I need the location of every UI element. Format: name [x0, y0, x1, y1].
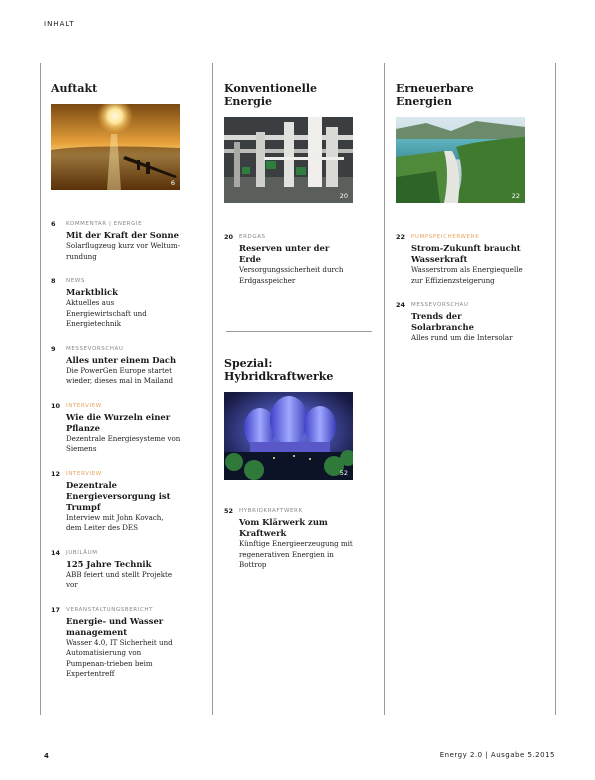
toc-category: HYBRIDKRAFTWERK — [239, 508, 303, 514]
column-auftakt — [51, 82, 181, 695]
toc-description: Interview mit John Kovach, dem Leiter des DES — [66, 512, 164, 532]
column-konventionelle-energie — [224, 82, 354, 301]
column-title: Konventionelle Energie — [224, 82, 317, 108]
section-spezial-hybridkraftwerke — [224, 357, 354, 586]
toc-entry[interactable] — [224, 507, 354, 571]
toc-page-number: 14 — [51, 548, 61, 557]
toc-title: 125 Jahre Technik — [66, 558, 152, 569]
column-erneuerbare-energien — [396, 82, 526, 359]
toc-entry[interactable] — [224, 233, 354, 286]
column-title: Auftakt — [51, 82, 98, 95]
toc-title: Energie- und Wasser management — [66, 615, 164, 637]
toc-title: Vom Klärwerk zum Kraftwerk — [239, 517, 328, 538]
column-title: Erneuerbare Energien — [396, 82, 474, 108]
toc-title: Strom-Zukunft braucht Wasserkraft — [411, 243, 521, 264]
column-divider — [212, 63, 213, 715]
toc-description: ABB feiert und stellt Projekte vor — [66, 569, 173, 589]
toc-page-number: 6 — [51, 220, 56, 228]
toc-list — [224, 507, 354, 571]
toc-title: Mit der Kraft der Sonne — [66, 230, 179, 240]
toc-category: ERDGAS — [239, 234, 266, 240]
toc-description: Dezentrale Energiesysteme von Siemens — [66, 433, 181, 453]
toc-page-number: 22 — [396, 233, 406, 241]
toc-description: Wasserstrom als Energiequelle zur Effizienzsteigerung — [411, 265, 523, 285]
toc-title: Wie die Wurzeln einer Pflanze — [66, 411, 171, 433]
image-page-number: 20 — [339, 192, 348, 200]
section-separator — [226, 331, 372, 332]
toc-entry[interactable] — [51, 470, 181, 534]
toc-category: INTERVIEW — [66, 470, 102, 477]
toc-entry[interactable] — [396, 301, 526, 344]
image-page-number: 6 — [170, 179, 175, 187]
toc-title: Marktblick — [66, 287, 118, 297]
column-divider — [40, 63, 41, 715]
toc-title: Trends der Solarbranche — [411, 311, 474, 332]
image-page-number: 52 — [339, 469, 348, 477]
toc-category: JUBILÄUM — [66, 549, 98, 556]
gas-pipes-image[interactable] — [224, 117, 353, 203]
toc-page-number: 8 — [51, 277, 56, 285]
toc-page-number: 12 — [51, 469, 61, 478]
toc-page-number: 9 — [51, 344, 56, 353]
publication-info: Energy 2.0 | Ausgabe 5.2015 — [439, 751, 555, 759]
toc-description: Aktuelles aus Energiewirtschaft und Energietechnik — [66, 298, 147, 328]
dam-image[interactable] — [396, 117, 525, 203]
toc-entry[interactable] — [51, 606, 181, 680]
toc-category: NEWS — [66, 278, 85, 284]
toc-description: Alles rund um die Intersolar — [411, 333, 513, 342]
toc-page-number: 17 — [51, 605, 61, 614]
toc-category: PUMPSPEICHERWERK — [411, 234, 480, 240]
toc-list — [396, 233, 526, 344]
toc-title: Dezentrale Energieversorgung ist Trumpf — [66, 479, 171, 512]
column-divider — [384, 63, 385, 715]
toc-category: MESSEVORSCHAU — [66, 345, 124, 352]
toc-description: Wasser 4.0, IT Sicherheit und Automatisierung von Pumpenan-trieben beim Expertentreff — [66, 637, 173, 678]
toc-description: Künftige Energieerzeugung mit regenerativen Energien in Bottrop — [239, 539, 353, 569]
toc-entry[interactable] — [51, 345, 181, 387]
toc-title: Alles unter einem Dach — [66, 354, 177, 365]
toc-entry[interactable] — [51, 277, 181, 330]
digester-towers-image[interactable] — [224, 392, 353, 480]
toc-entry[interactable] — [396, 233, 526, 286]
image-page-number: 22 — [511, 192, 520, 200]
toc-entry[interactable] — [51, 220, 181, 262]
toc-title: Reserven unter der Erde — [239, 243, 330, 264]
toc-category: KOMMENTAR | ENERGIE — [66, 221, 143, 227]
toc-description: Solarflugzeug kurz vor Weltum-rundung — [66, 241, 181, 261]
page-number: 4 — [44, 752, 49, 760]
toc-category: INTERVIEW — [66, 402, 102, 409]
toc-category: MESSEVORSCHAU — [411, 302, 469, 308]
toc-entry[interactable] — [51, 549, 181, 591]
toc-page-number: 10 — [51, 401, 61, 410]
toc-category: VERANSTALTUNGSBERICHT — [66, 606, 154, 613]
section-label: INHALT — [44, 20, 75, 28]
toc-list — [51, 220, 181, 680]
toc-page-number: 52 — [224, 507, 234, 515]
toc-page-number: 20 — [224, 233, 234, 241]
section-title: Spezial: Hybridkraftwerke — [224, 357, 334, 383]
toc-description: Die PowerGen Europe startet wieder, dieses mal in Mailand — [66, 365, 174, 385]
toc-description: Versorgungssicherheit durch Erdgasspeicher — [239, 265, 344, 285]
column-divider — [555, 63, 556, 715]
toc-entry[interactable] — [51, 402, 181, 455]
solar-plane-image[interactable] — [51, 104, 180, 190]
toc-list — [224, 233, 354, 286]
toc-page-number: 24 — [396, 301, 406, 309]
